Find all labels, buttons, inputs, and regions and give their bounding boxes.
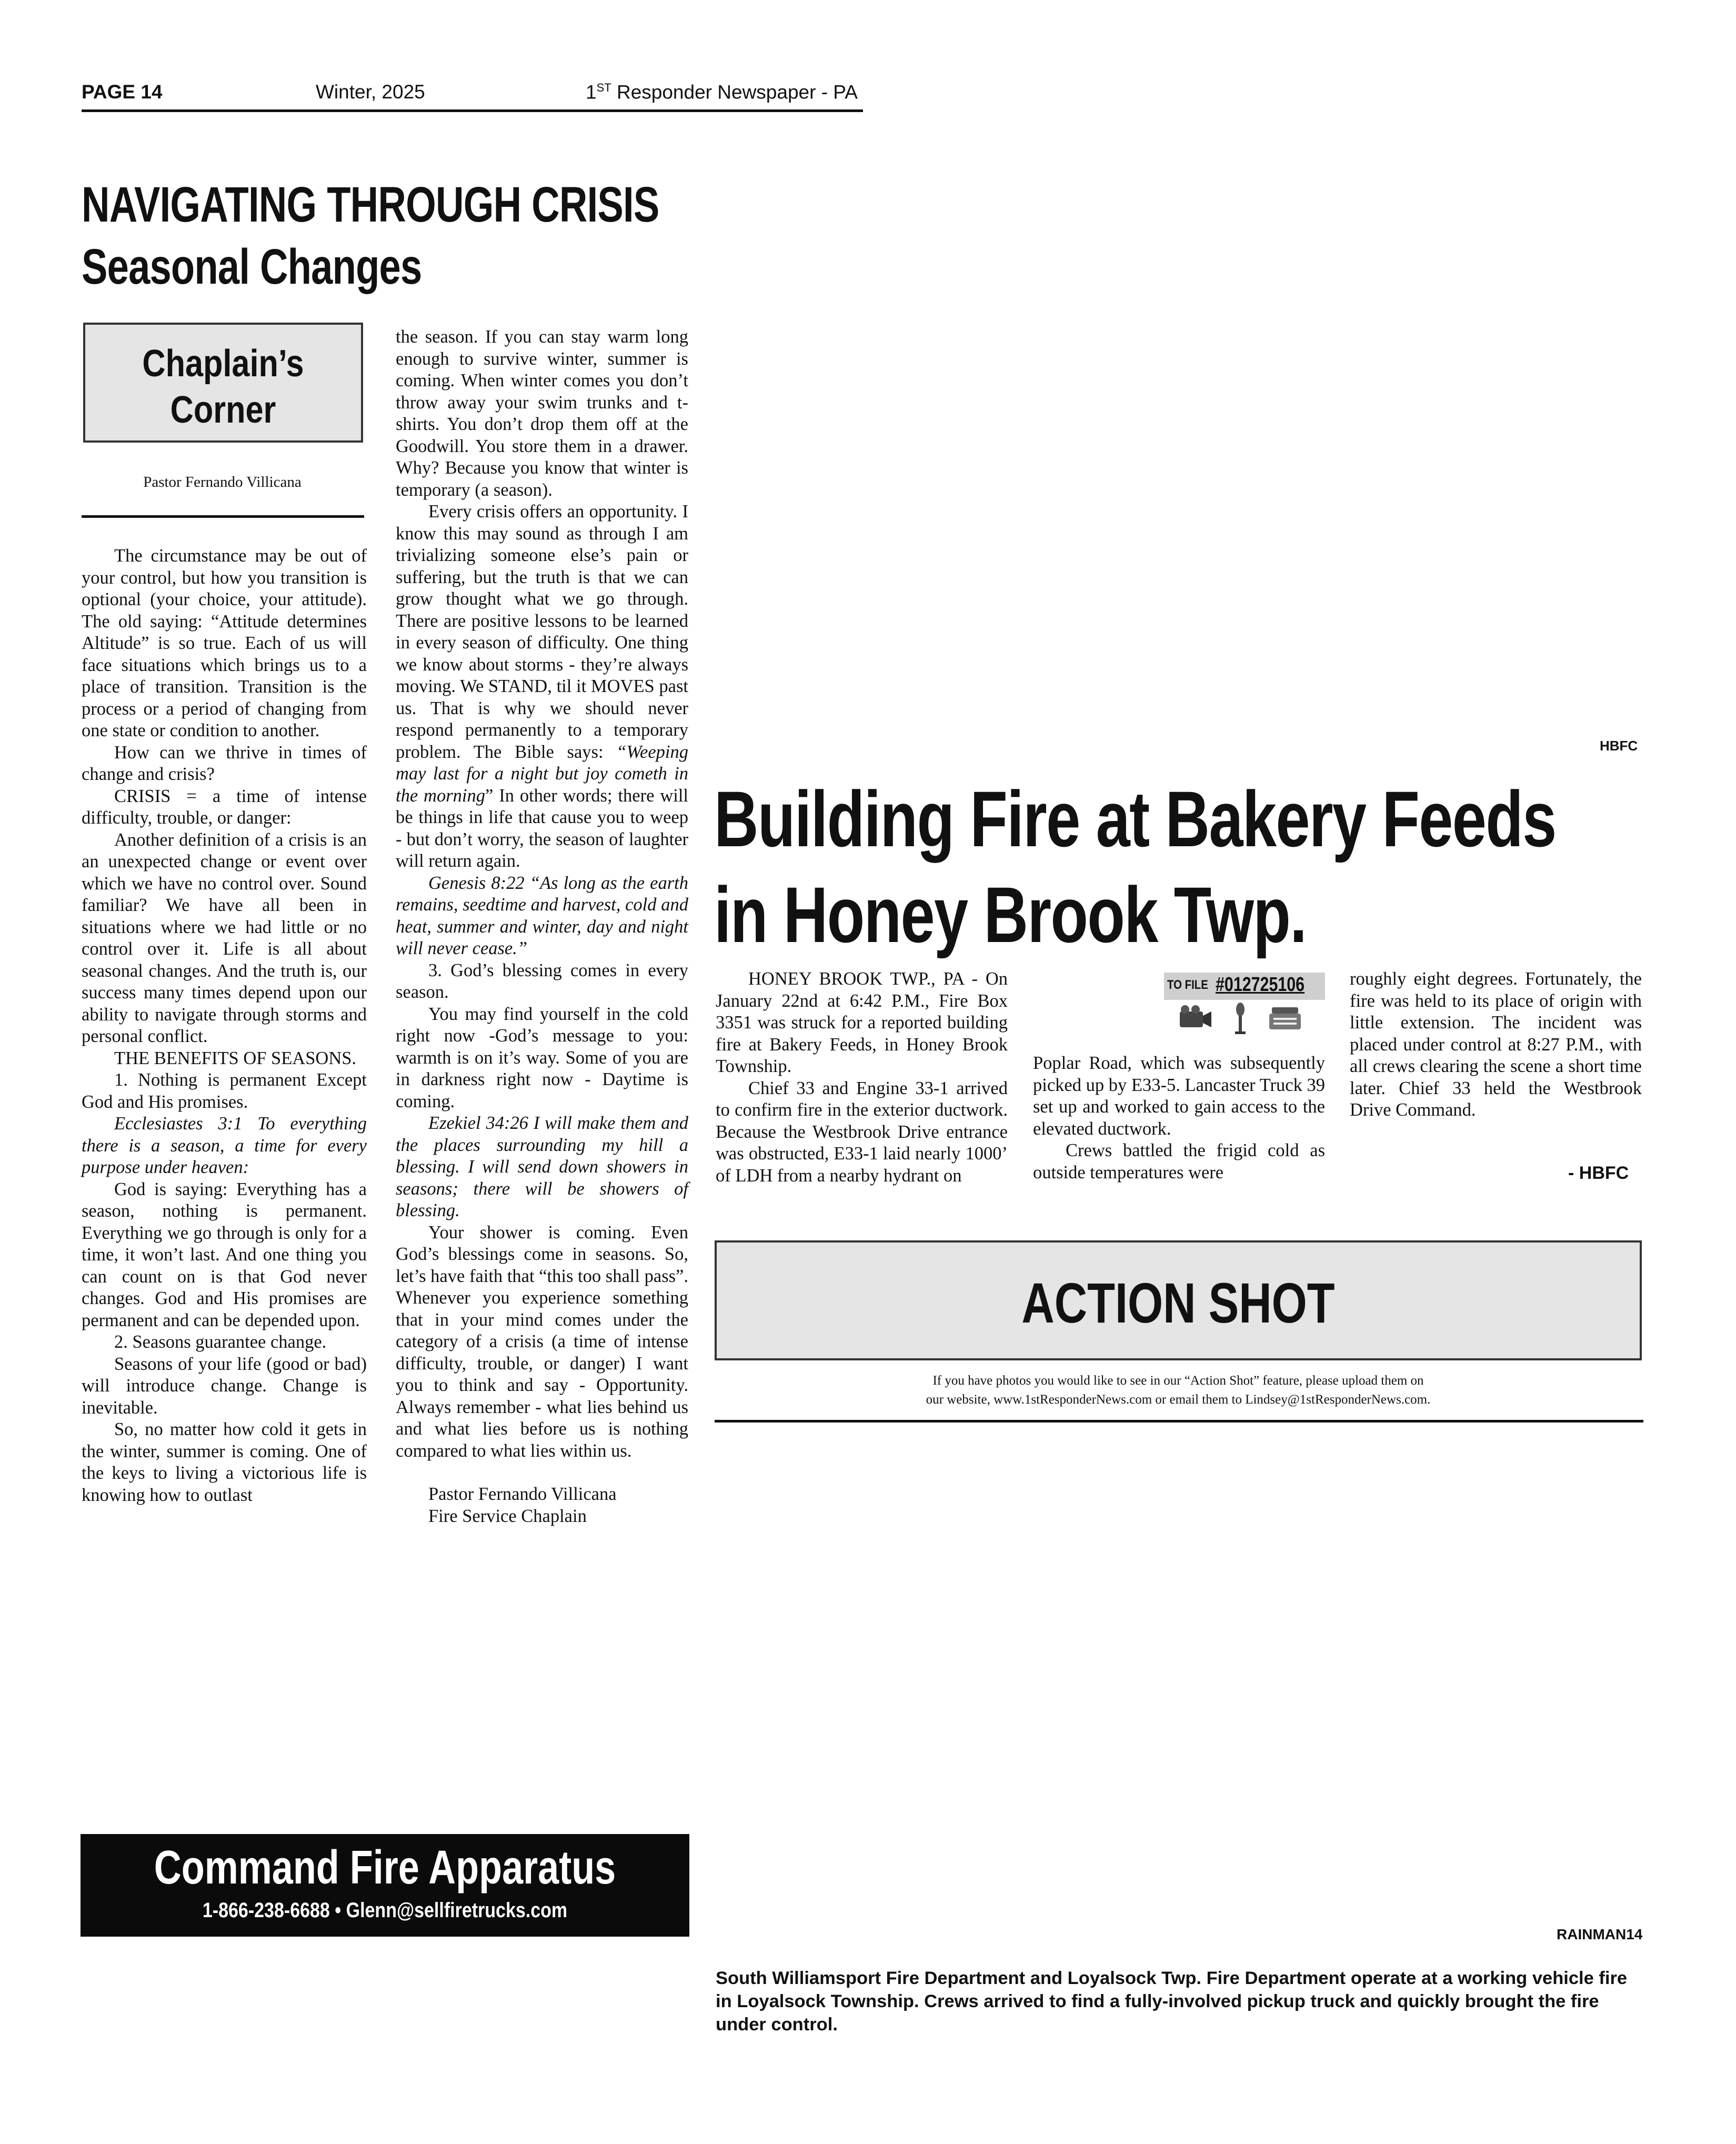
scripture-quote: Genesis 8:22 “As long as the earth remains, seedtime and harvest, cold and heat, summer and winter, day and night will never cease.” [396,873,688,958]
chaplain-column-2 [396,326,688,1527]
action-shot-caption: South Williamsport Fire Department and Loyalsock Twp. Fire Department operate at a working vehicle fire in Loyalsock Township. Crews arrived to find a fully-involved pickup truck and quickly brought the fire under control. [716,1968,1628,2035]
chaplains-corner-box [83,323,363,443]
paragraph: Another definition of a crisis is an an unexpected change or event over which we have no control over. Sound familiar? We have all been in situations where we had little or no control over it. Life is all about seasonal changes. And the truth is, our success many times depend upon our ability to navigate through storms and personal conflict. [82,829,367,1046]
paragraph: 1. Nothing is permanent Except God and His promises. [82,1070,367,1112]
video-camera-icon [1180,1005,1211,1027]
signature-title: Fire Service Chaplain [428,1506,587,1526]
paragraph: HONEY BROOK TWP., PA - On January 22nd at 6:42 P.M., Fire Box 3351 was struck for a reported building fire at Bakery Feeds, in Honey Brook Township. [716,969,1008,1076]
action-shot-note: If you have photos you would like to see in our “Action Shot” feature, please upload them on our website, www.1stResponderNews.com or email them to Lindsey@1stResponderNews.com. [926,1374,1431,1407]
paragraph: 2. Seasons guarantee change. [114,1332,327,1352]
paragraph: How can we thrive in times of change and crisis? [82,742,367,784]
to-file-number: #012725106 [1216,974,1305,996]
issue-season: Winter, 2025 [316,81,425,103]
scripture-quote: Ecclesiastes 3:1 To everything there is a season, a time for every purpose under heaven: [82,1114,367,1177]
typewriter-icon [1269,1007,1301,1029]
photo-credit: HBFC [1600,738,1638,754]
ad-company-name: Command Fire Apparatus [154,1841,616,1894]
paragraph: 3. God’s blessing comes in every season. [396,960,688,1002]
paragraph: You may find yourself in the cold right now -God’s message to you: warmth is on it’s way. Some of you are in darkness right now - Daytime is coming. [396,1004,688,1111]
paper-name: 1ST Responder Newspaper - PA [586,81,858,103]
paragraph: God is saying: Everything has a season, nothing is permanent. Everything we go through is only for a time, it won’t last. And one thing you can count on is that God never changes. God and His promises are permanent and can be depended upon. [82,1179,367,1330]
paragraph: CRISIS = a time of intense difficulty, trouble, or danger: [82,786,367,828]
fire-article-title: Building Fire at Bakery Feeds in Honey Brook Twp. [714,775,1556,959]
paragraph: roughly eight degrees. Fortunately, the fire was held to its place of origin with little extension. The incident was placed under control at 8:27 P.M., with all crews clearing the scene a short time later. Chief 33 held the Westbrook Drive Command. [1350,969,1642,1120]
article-signoff: - HBFC [1568,1163,1629,1183]
chaplain-column-1 [82,545,367,1506]
signature-name: Pastor Fernando Villicana [428,1484,617,1504]
paragraph: Crews battled the frigid cold as outside temperatures were [1033,1140,1325,1183]
fire-column-1 [716,968,1008,1187]
byline-divider [82,515,364,518]
paragraph: The circumstance may be out of your control, but how you transition is optional (your choice, your attitude). The old saying: “Attitude determines Altitude” is so true. Each of us will face situations which brings us to a place of transition. Transition is the process or a period of changing from one state or condition to another. [82,546,367,740]
action-shot-banner [715,1240,1642,1360]
paragraph: Seasons of your life (good or bad) will introduce change. Change is inevitable. [82,1354,367,1418]
paragraph: Your shower is coming. Even God’s blessings come in seasons. So, let’s have faith that “this too shall pass”. Whenever you experience something that in your mind comes under the category of a crisis (a time of intense difficulty, trouble, or danger) I want you to think and say - Opportunity. Always remember - what lies behind us and what lies before us is nothing compared to what lies within us. [396,1222,688,1461]
fire-column-2 [1033,1053,1325,1184]
chaplain-byline: Pastor Fernando Villicana [143,474,302,490]
microphone-icon [1235,1003,1246,1034]
page-number: PAGE 14 [82,81,163,103]
chaplain-article-title: NAVIGATING THROUGH CRISIS Seasonal Changes [82,177,659,295]
paragraph: So, no matter how cold it gets in the winter, summer is coming. One of the keys to living a victorious life is knowing how to outlast [82,1419,367,1505]
paragraph: Every crisis offers an opportunity. I know this may sound as through I am trivializing someone else’s pain or suffering, but the truth is that we can grow thought what we go through. There are positive lessons to be learned in every season of difficulty. One thing we know about storms - they’re always moving. We STAND, til it MOVES past us. That is why we should never respond permanently to a temporary problem. The Bible says: “Weeping may last for a night but joy cometh in the morning” In other words; there will be things in life that cause you to weep - but don’t worry, the season of laughter will return again. [396,502,688,871]
fire-column-3 [1350,968,1642,1121]
ad-contact: 1-866-238-6688 • Glenn@sellfiretrucks.com [202,1899,568,1922]
page-header [82,79,863,112]
command-fire-apparatus-ad[interactable] [81,1834,689,1937]
corner-box-line2: Corner [170,389,276,431]
paragraph: the season. If you can stay warm long enough to survive winter, summer is coming. When winter comes you don’t throw away your swim trunks and t-shirts. You don’t drop them off at the Goodwill. You store them in a drawer. Why? Because you know that winter is temporary (a season). [396,327,688,500]
action-shot-divider [715,1420,1643,1422]
to-file-badge [1164,973,1325,1041]
paragraph: Chief 33 and Engine 33-1 arrived to confirm fire in the exterior ductwork. Because the Westbrook Drive entrance was obstructed, E33-1 laid nearly 1000’ of LDH from a nearby hydrant on [716,1078,1008,1186]
action-shot-title: ACTION SHOT [1021,1271,1335,1335]
to-file-label: TO FILE [1167,978,1208,992]
paragraph: Poplar Road, which was subsequently picked up by E33-5. Lancaster Truck 39 set up and worked to gain access to the elevated ductwork. [1033,1053,1325,1139]
corner-box-line1: Chaplain’s [142,343,304,385]
photo-credit: RAINMAN14 [1557,1926,1643,1942]
scripture-quote: Ezekiel 34:26 I will make them and the places surrounding my hill a blessing. I will send down showers in seasons; there will be showers of blessing. [396,1113,688,1220]
paragraph: THE BENEFITS OF SEASONS. [114,1048,357,1068]
